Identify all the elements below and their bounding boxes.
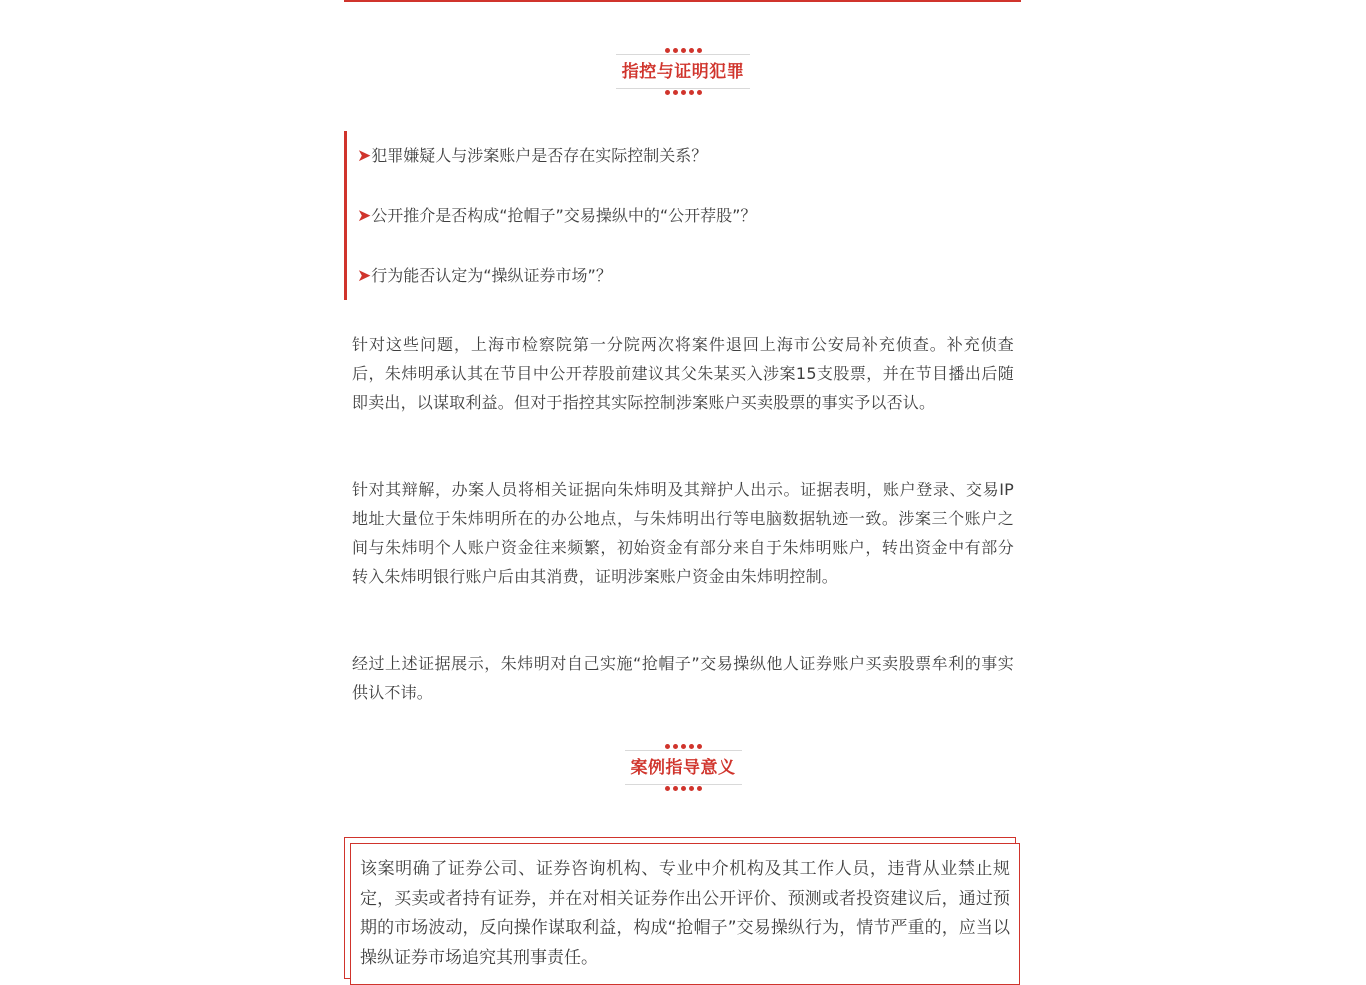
arrow-icon: ➤ (357, 206, 372, 226)
section-title-2 (0, 744, 1366, 795)
section-title-1 (0, 48, 1366, 99)
dots-top (616, 48, 751, 53)
dots-bottom (625, 786, 742, 791)
top-divider (344, 0, 1021, 2)
arrow-icon: ➤ (357, 266, 372, 286)
question-list (344, 131, 1021, 300)
arrow-icon: ➤ (357, 146, 372, 166)
paragraph: 针对其辩解，办案人员将相关证据向朱炜明及其辩护人出示。证据表明，账户登录、交易IP地址大量位于朱炜明所在的办公地点，与朱炜明出行等电脑数据轨迹一致。涉案三个账户之间与朱炜明个人账户资金往来频繁，初始资金有部分来自于朱炜明账户，转出资金中有部分转入朱炜明银行账户后由其消费，证明涉案账户资金由朱炜明控制。 (352, 480, 1014, 586)
section-title-text: 案例指导意义 (630, 758, 736, 778)
dots-top (625, 744, 742, 749)
paragraph: 经过上述证据展示，朱炜明对自己实施“抢帽子”交易操纵他人证券账户买卖股票牟利的事实供认不讳。 (352, 654, 1014, 702)
section-title-text: 指控与证明犯罪 (621, 62, 745, 82)
question-item: ➤行为能否认定为“操纵证券市场”？ (357, 266, 612, 286)
paragraph: 针对这些问题，上海市检察院第一分院两次将案件退回上海市公安局补充侦查。补充侦查后，朱炜明承认其在节目中公开荐股前建议其父朱某买入涉案15支股票，并在节目播出后随即卖出，以谋取利益。但对于指控其实际控制涉案账户买卖股票的事实予以否认。 (352, 335, 1014, 412)
question-item: ➤犯罪嫌疑人与涉案账户是否存在实际控制关系？ (357, 146, 708, 166)
question-item: ➤公开推介是否构成“抢帽子”交易操纵中的“公开荐股”？ (357, 206, 757, 226)
highlight-text: 该案明确了证券公司、证券咨询机构、专业中介机构及其工作人员，违背从业禁止规定，买卖或者持有证券，并在对相关证券作出公开评价、预测或者投资建议后，通过预期的市场波动，反向操作谋取利益，构成“抢帽子”交易操纵行为，情节严重的，应当以操纵证券市场追究其刑事责任。 (360, 859, 1010, 968)
dots-bottom (616, 90, 751, 95)
